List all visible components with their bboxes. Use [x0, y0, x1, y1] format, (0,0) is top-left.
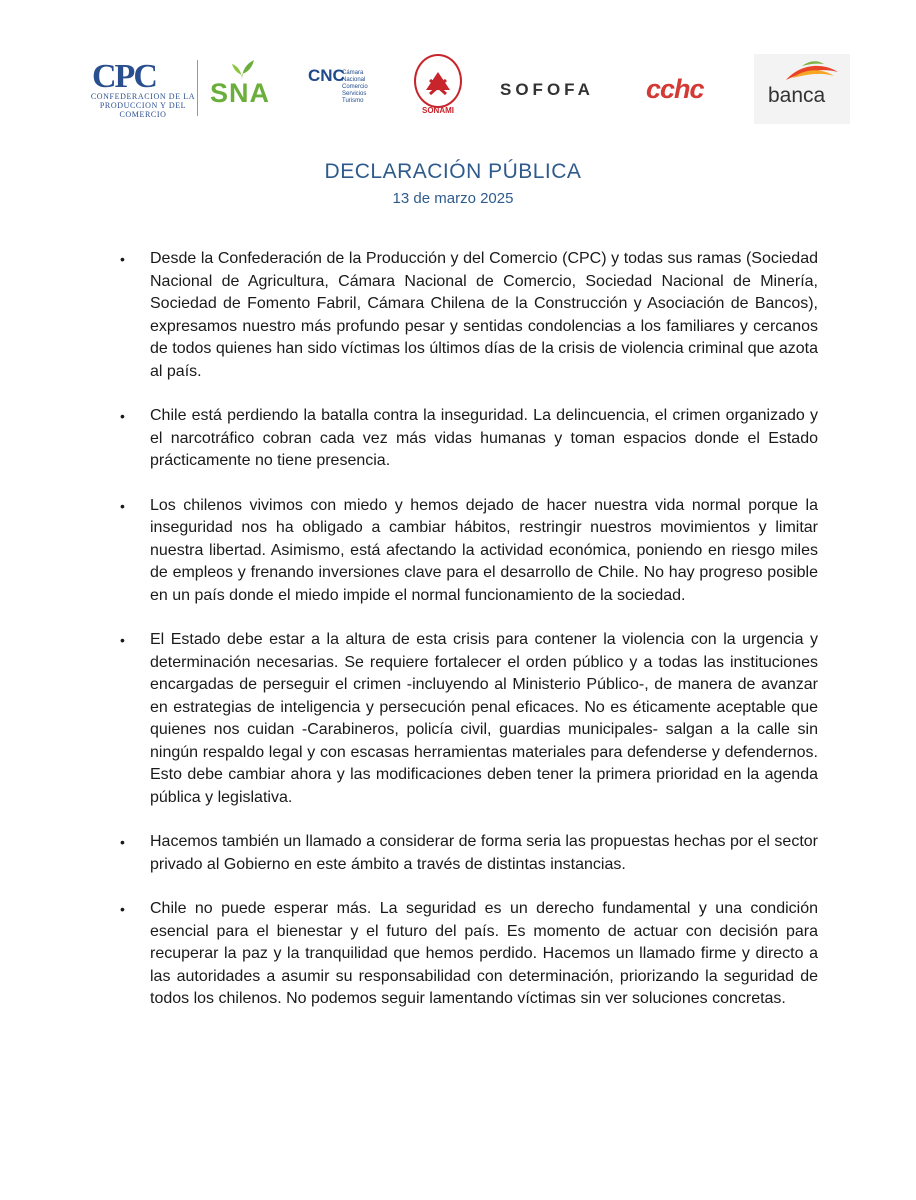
paragraph: • El Estado debe estar a la altura de esta crisis para contener la violencia con la urgencia y determinación necesarias. Se requiere fortalecer el orden público y a todas las instituciones encargadas de perseguir el crimen -incluyendo al Ministerio Público-, de manera de avanzar en estrategias de inteligencia y persecución penal eficaces. No es éticamente aceptable que quienes nos cuidan -Carabineros, policía civil, guardias municipales- salgan a la calle sin ningún respaldo legal y con escasas herramientas materiales para defenderse y defendernos. Esto debe cambiar ahora y las modificaciones deben tener la primera prioridad en la agenda pública y legislativa. — [120, 631, 818, 806]
sonami-seal-icon — [414, 54, 462, 108]
cpc-logo-mark: CPC — [92, 58, 156, 95]
paragraph: • Hacemos también un llamado a considerar de forma seria las propuestas hechas por el sector privado al Gobierno en este ámbito a través de distintas instancias. — [120, 833, 818, 873]
bullet-icon: • — [120, 901, 125, 917]
paragraph: • Desde la Confederación de la Producción y del Comercio (CPC) y todas sus ramas (Sociedad Nacional de Agricultura, Cámara Nacional de Comercio, Sociedad Nacional de Minería, Sociedad de Fomento Fabril, Cámara Chilena de la Construcción y Asociación de Bancos), expresamos nuestro más profundo pesar y sentidas condolencias a los familiares y cercanos de todos quienes han sido víctimas los últimos días de la crisis de violencia criminal que azota al país. — [120, 250, 818, 380]
bullet-icon: • — [120, 632, 125, 648]
cpc-logo-subtitle: CONFEDERACION DE LA PRODUCCION Y DEL COMERCIO — [90, 92, 196, 119]
cnc-logo: CNC Cámara Nacional Comercio Servicios Turismo — [308, 66, 368, 104]
cchc-logo: cchc — [646, 74, 704, 104]
sofofa-logo: SOFOFA — [500, 80, 594, 99]
bullet-icon: • — [120, 408, 125, 424]
sprout-icon — [228, 58, 258, 80]
cpc-logo — [88, 58, 196, 119]
logo-divider — [197, 60, 198, 116]
bullet-icon: • — [120, 834, 125, 850]
sna-logo: SNA — [210, 58, 280, 118]
document-date: 13 de marzo 2025 — [392, 190, 514, 207]
logo-bar — [0, 40, 916, 140]
paragraph: • Los chilenos vivimos con miedo y hemos dejado de hacer nuestra vida normal porque la inseguridad nos ha obligado a cambiar hábitos, restringir nuestros movimientos y limitar nuestra libertad. Asimismo, está afectando la actividad económica, poniendo en riesgo miles de empleos y frenando inversiones clave para el desarrollo de Chile. No hay progreso posible en un país donde el miedo impide el normal funcionamiento de la sociedad. — [120, 496, 818, 604]
banca-logo: banca — [754, 54, 850, 124]
banca-swoosh-icon — [782, 58, 842, 86]
bullet-icon: • — [120, 251, 125, 267]
page-title: DECLARACIÓN PÚBLICA — [324, 160, 582, 183]
sonami-logo: SONAMI — [410, 54, 466, 126]
paragraph: • Chile no puede esperar más. La seguridad es un derecho fundamental y una condición esencial para el bienestar y el futuro del país. Es momento de actuar con decisión para recuperar la paz y la tranquilidad que hemos perdido. Hacemos un llamado firme y directo a las autoridades a asumir su responsabilidad con determinación, priorizando la seguridad de todos los chilenos. No podemos seguir lamentando víctimas sin ver soluciones concretas. — [120, 900, 818, 1007]
bullet-icon: • — [120, 497, 125, 514]
paragraph: • Chile está perdiendo la batalla contra la inseguridad. La delincuencia, el crimen organizado y el narcotráfico cobran cada vez más vidas humanas y toman espacios donde el Estado prácticamente no tiene presencia. — [120, 407, 818, 469]
declaration-body — [118, 248, 818, 1033]
